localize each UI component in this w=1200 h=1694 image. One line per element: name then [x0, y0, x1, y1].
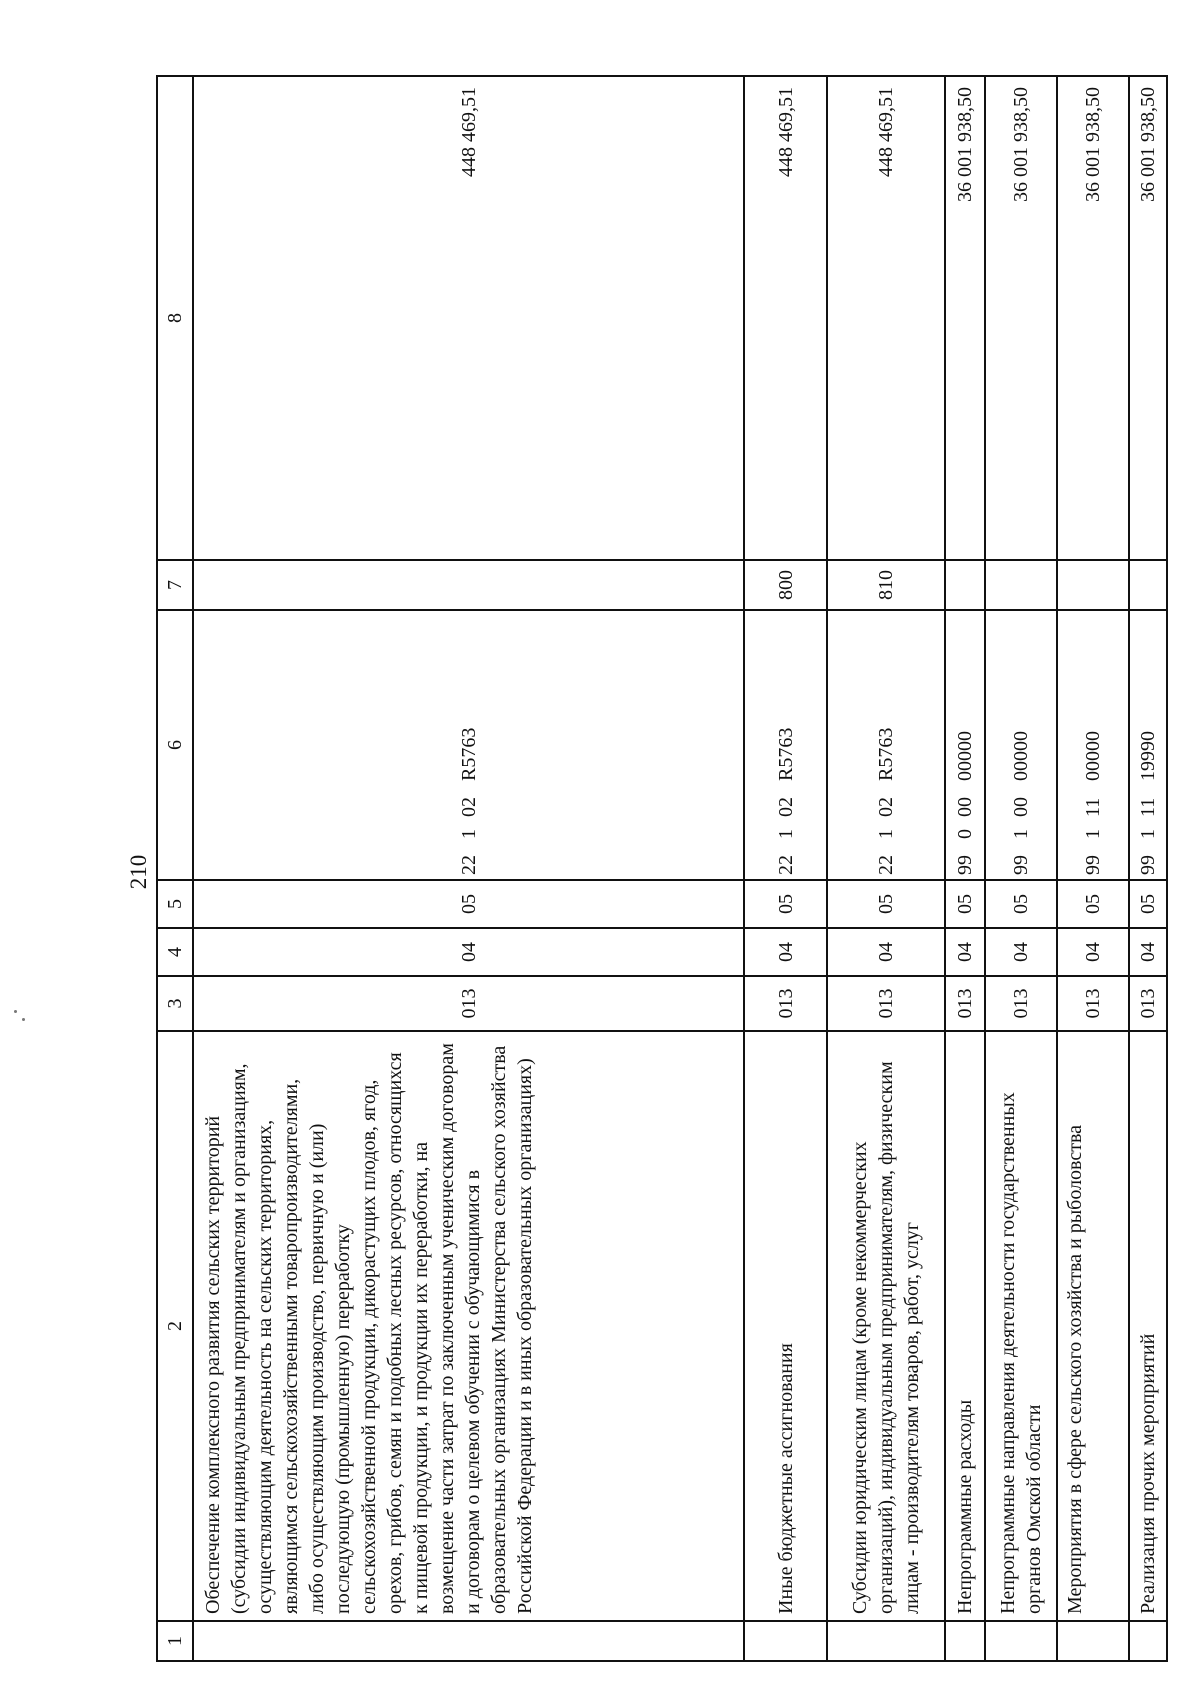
section-code-cell: 04	[193, 928, 744, 976]
subsection-code-cell: 05	[1057, 880, 1129, 928]
target-subprogram-code: 1	[1082, 829, 1104, 839]
target-subprogram-code: 1	[1010, 829, 1032, 839]
section-code-cell: 04	[827, 928, 945, 976]
header-col-6: 6	[157, 610, 193, 880]
target-program-code: 99	[954, 855, 976, 875]
target-event-code: 00	[1010, 797, 1032, 817]
amount-cell: 448 469,51	[193, 76, 744, 560]
target-direction-code: R5763	[774, 727, 797, 781]
budget-table	[156, 75, 1168, 1662]
target-article-cell	[1129, 610, 1167, 880]
ministry-code-cell: 013	[945, 976, 985, 1031]
row-number-cell	[193, 1621, 744, 1661]
target-direction-code: R5763	[457, 727, 480, 781]
row-name-cell: Иные бюджетные ассигнования	[744, 1031, 827, 1621]
header-col-5: 5	[157, 880, 193, 928]
expense-type-cell	[1129, 560, 1167, 610]
expense-type-cell	[1057, 560, 1129, 610]
target-direction-code: R5763	[875, 727, 897, 781]
row-number-cell	[1057, 1621, 1129, 1661]
ministry-code-cell: 013	[985, 976, 1057, 1031]
target-subprogram-code: 1	[1137, 829, 1159, 839]
table-row	[744, 76, 827, 1661]
target-subprogram-code: 1	[774, 829, 797, 839]
header-col-3: 3	[157, 976, 193, 1031]
header-col-7: 7	[157, 560, 193, 610]
row-number-cell	[1129, 1621, 1167, 1661]
expense-type-cell	[985, 560, 1057, 610]
table-row	[985, 76, 1057, 1661]
section-code-cell: 04	[1057, 928, 1129, 976]
row-name-cell: Обеспечение комплексного развития сельских территорий (субсидии индивидуальным предпринимателям и организациям, осуществляющим деятельность на сельских территориях, являющимся сельскохозяйственными товаропроизводителями, либо осуществляющим производство, первичную и (или) последующую (промышленную) переработку сельскохозяйственной продукции, дикорастущих плодов, ягод, орехов, грибов, семян и подобных лесных ресурсов, относящихся к пищевой продукции, и продукции их переработки, на возмещение части затрат по заключенным ученическим договорам и договорам о целевом обучении с обучающимися в образовательных организациях Министерства сельского хозяйства Российской Федерации и в иных образовательных организациях)	[193, 1031, 744, 1621]
target-direction-code: 00000	[1010, 731, 1032, 781]
subsection-code-cell: 05	[744, 880, 827, 928]
row-name-cell: Мероприятия в сфере сельского хозяйства и рыболовства	[1057, 1031, 1129, 1621]
table-row	[1057, 76, 1129, 1661]
target-event-code: 02	[457, 797, 480, 817]
target-direction-code: 00000	[1082, 731, 1104, 781]
header-col-2: 2	[157, 1031, 193, 1621]
subsection-code-cell: 05	[193, 880, 744, 928]
subsection-code-cell: 05	[945, 880, 985, 928]
target-event-code: 00	[954, 797, 976, 817]
expense-type-cell: 800	[744, 560, 827, 610]
amount-cell: 36 001 938,50	[1057, 76, 1129, 560]
target-article-cell	[744, 610, 827, 880]
header-col-4: 4	[157, 928, 193, 976]
table-row	[193, 76, 744, 1661]
target-subprogram-code: 1	[875, 829, 897, 839]
row-number-cell	[945, 1621, 985, 1661]
target-article-cell	[827, 610, 945, 880]
scan-speck	[14, 1010, 17, 1013]
table-row	[945, 76, 985, 1661]
table-row	[1129, 76, 1167, 1661]
target-program-code: 99	[1010, 855, 1032, 875]
expense-type-cell	[193, 560, 744, 610]
target-article-cell	[945, 610, 985, 880]
ministry-code-cell: 013	[1129, 976, 1167, 1031]
expense-type-cell	[945, 560, 985, 610]
target-article-cell	[985, 610, 1057, 880]
section-code-cell: 04	[1129, 928, 1167, 976]
subsection-code-cell: 05	[985, 880, 1057, 928]
ministry-code-cell: 013	[827, 976, 945, 1031]
target-subprogram-code: 0	[954, 829, 976, 839]
target-event-code: 02	[875, 797, 897, 817]
target-direction-code: 00000	[954, 731, 976, 781]
table-row	[827, 76, 945, 1661]
row-name-cell: Реализация прочих мероприятий	[1129, 1031, 1167, 1621]
row-number-cell	[744, 1621, 827, 1661]
target-program-code: 22	[875, 855, 897, 875]
rotated-content	[122, 77, 1159, 1662]
target-program-code: 99	[1137, 855, 1159, 875]
ministry-code-cell: 013	[1057, 976, 1129, 1031]
ministry-code-cell: 013	[193, 976, 744, 1031]
header-col-8: 8	[157, 76, 193, 560]
amount-cell: 448 469,51	[744, 76, 827, 560]
target-program-code: 22	[457, 855, 480, 875]
section-code-cell: 04	[985, 928, 1057, 976]
row-number-cell	[827, 1621, 945, 1661]
expense-type-cell: 810	[827, 560, 945, 610]
ministry-code-cell: 013	[744, 976, 827, 1031]
target-article-cell	[1057, 610, 1129, 880]
amount-cell: 36 001 938,50	[945, 76, 985, 560]
row-name-cell: Субсидии юридическим лицам (кроме некоммерческих организаций), индивидуальным предпринимателям, физическим лицам - производителям товаров, работ, услуг	[827, 1031, 945, 1621]
header-col-1: 1	[157, 1621, 193, 1661]
subsection-code-cell: 05	[827, 880, 945, 928]
target-subprogram-code: 1	[457, 829, 480, 839]
target-program-code: 22	[774, 855, 797, 875]
amount-cell: 36 001 938,50	[1129, 76, 1167, 560]
page-number: 210	[126, 854, 151, 890]
subsection-code-cell: 05	[1129, 880, 1167, 928]
target-event-code: 02	[774, 797, 797, 817]
target-direction-code: 19990	[1137, 731, 1159, 781]
target-program-code: 99	[1082, 855, 1104, 875]
header-row	[157, 76, 193, 1661]
row-name-cell: Непрограммные направления деятельности государственных органов Омской области	[985, 1031, 1057, 1621]
row-number-cell	[985, 1621, 1057, 1661]
row-name-cell: Непрограммные расходы	[945, 1031, 985, 1621]
section-code-cell: 04	[744, 928, 827, 976]
amount-cell: 448 469,51	[827, 76, 945, 560]
target-article-cell	[193, 610, 744, 880]
amount-cell: 36 001 938,50	[985, 76, 1057, 560]
target-event-code: 11	[1082, 797, 1104, 817]
scan-speck	[22, 1018, 25, 1021]
target-event-code: 11	[1137, 797, 1159, 817]
section-code-cell: 04	[945, 928, 985, 976]
